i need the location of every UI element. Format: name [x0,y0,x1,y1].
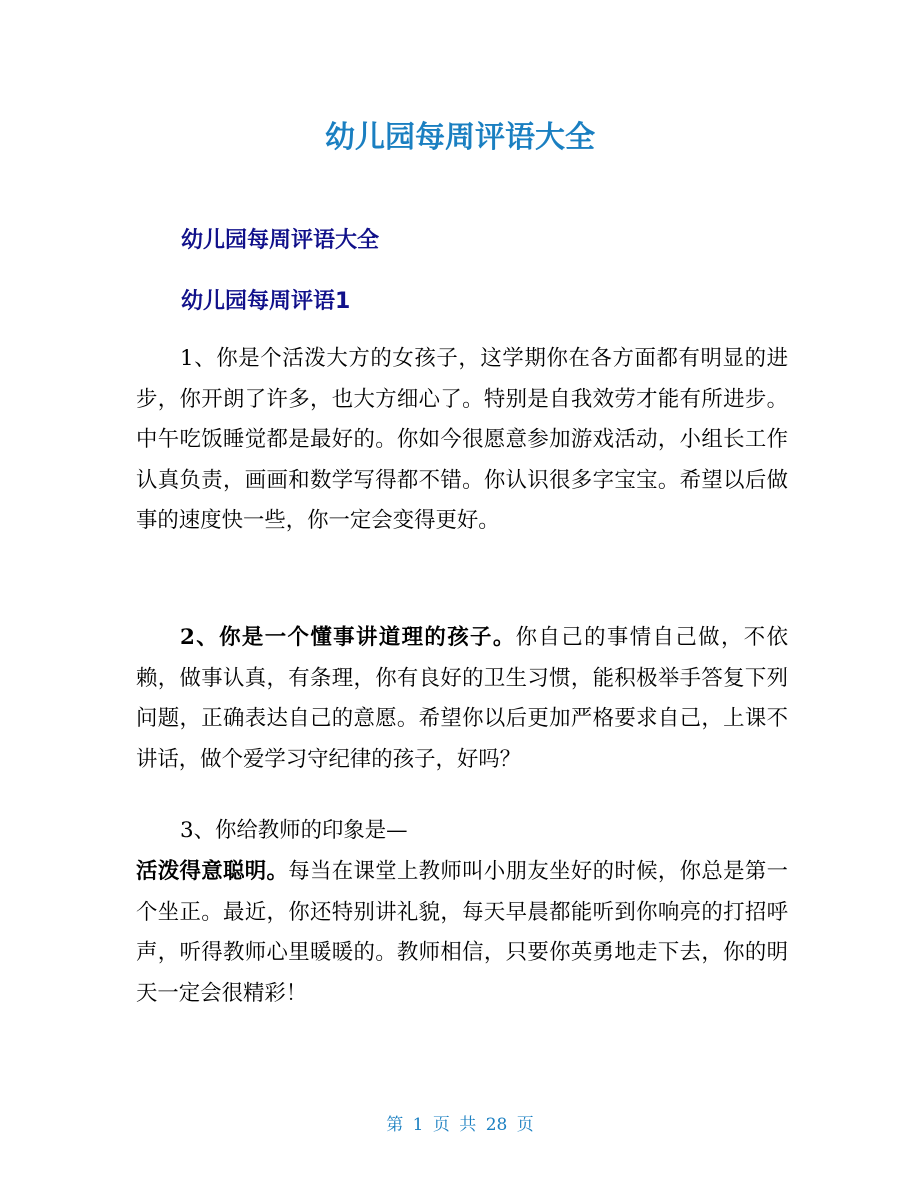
paragraph-3-body: 每当在课堂上教师叫小朋友坐好的时候，你总是第一个坐正。最近，你还特别讲礼貌，每天早晨都能听到你响亮的打招呼声，听得教师心里暖暖的。教师相信，只要你英勇地走下去，你的明天一定会很精彩！ [136,859,788,1006]
footer-current-page: 1 [412,1115,424,1135]
document-title: 幼儿园每周评语大全 [325,120,595,155]
footer-label-total: 共 [459,1115,477,1135]
page-footer [0,1113,920,1137]
section-heading: 幼儿园每周评语1 [181,289,351,314]
paragraph-2-lead: 2、你是一个懂事讲道理的孩子。 [180,625,516,650]
paragraph-3-lead: 活泼得意聪明。 [136,859,289,884]
footer-total-pages: 28 [485,1115,508,1135]
footer-label-total-unit: 页 [516,1115,534,1135]
paragraph-2-body: 你自己的事情自己做，不依赖，做事认真，有条理，你有良好的卫生习惯，能积极举手答复下列问题，正确表达自己的意愿。希望你以后更加严格要求自己，上课不讲话，做个爱学习守纪律的孩子，好吗？ [136,625,788,772]
paragraph-3 [136,852,788,1014]
footer-label-page-unit: 页 [432,1115,450,1135]
paragraph-1: 1、你是个活泼大方的女孩子，这学期你在各方面都有明显的进步，你开朗了许多，也大方细心了。特别是自我效劳才能有所进步。中午吃饭睡觉都是最好的。你如今很愿意参加游戏活动，小组长工作认真负责，画画和数学写得都不错。你认识很多字宝宝。希望以后做事的速度快一些，你一定会变得更好。 [136,346,788,534]
document-subtitle: 幼儿园每周评语大全 [181,228,380,253]
paragraph-3-heading: 3、你给教师的印象是— [180,818,408,843]
footer-label-page: 第 [386,1115,404,1135]
paragraph-2 [136,618,788,780]
